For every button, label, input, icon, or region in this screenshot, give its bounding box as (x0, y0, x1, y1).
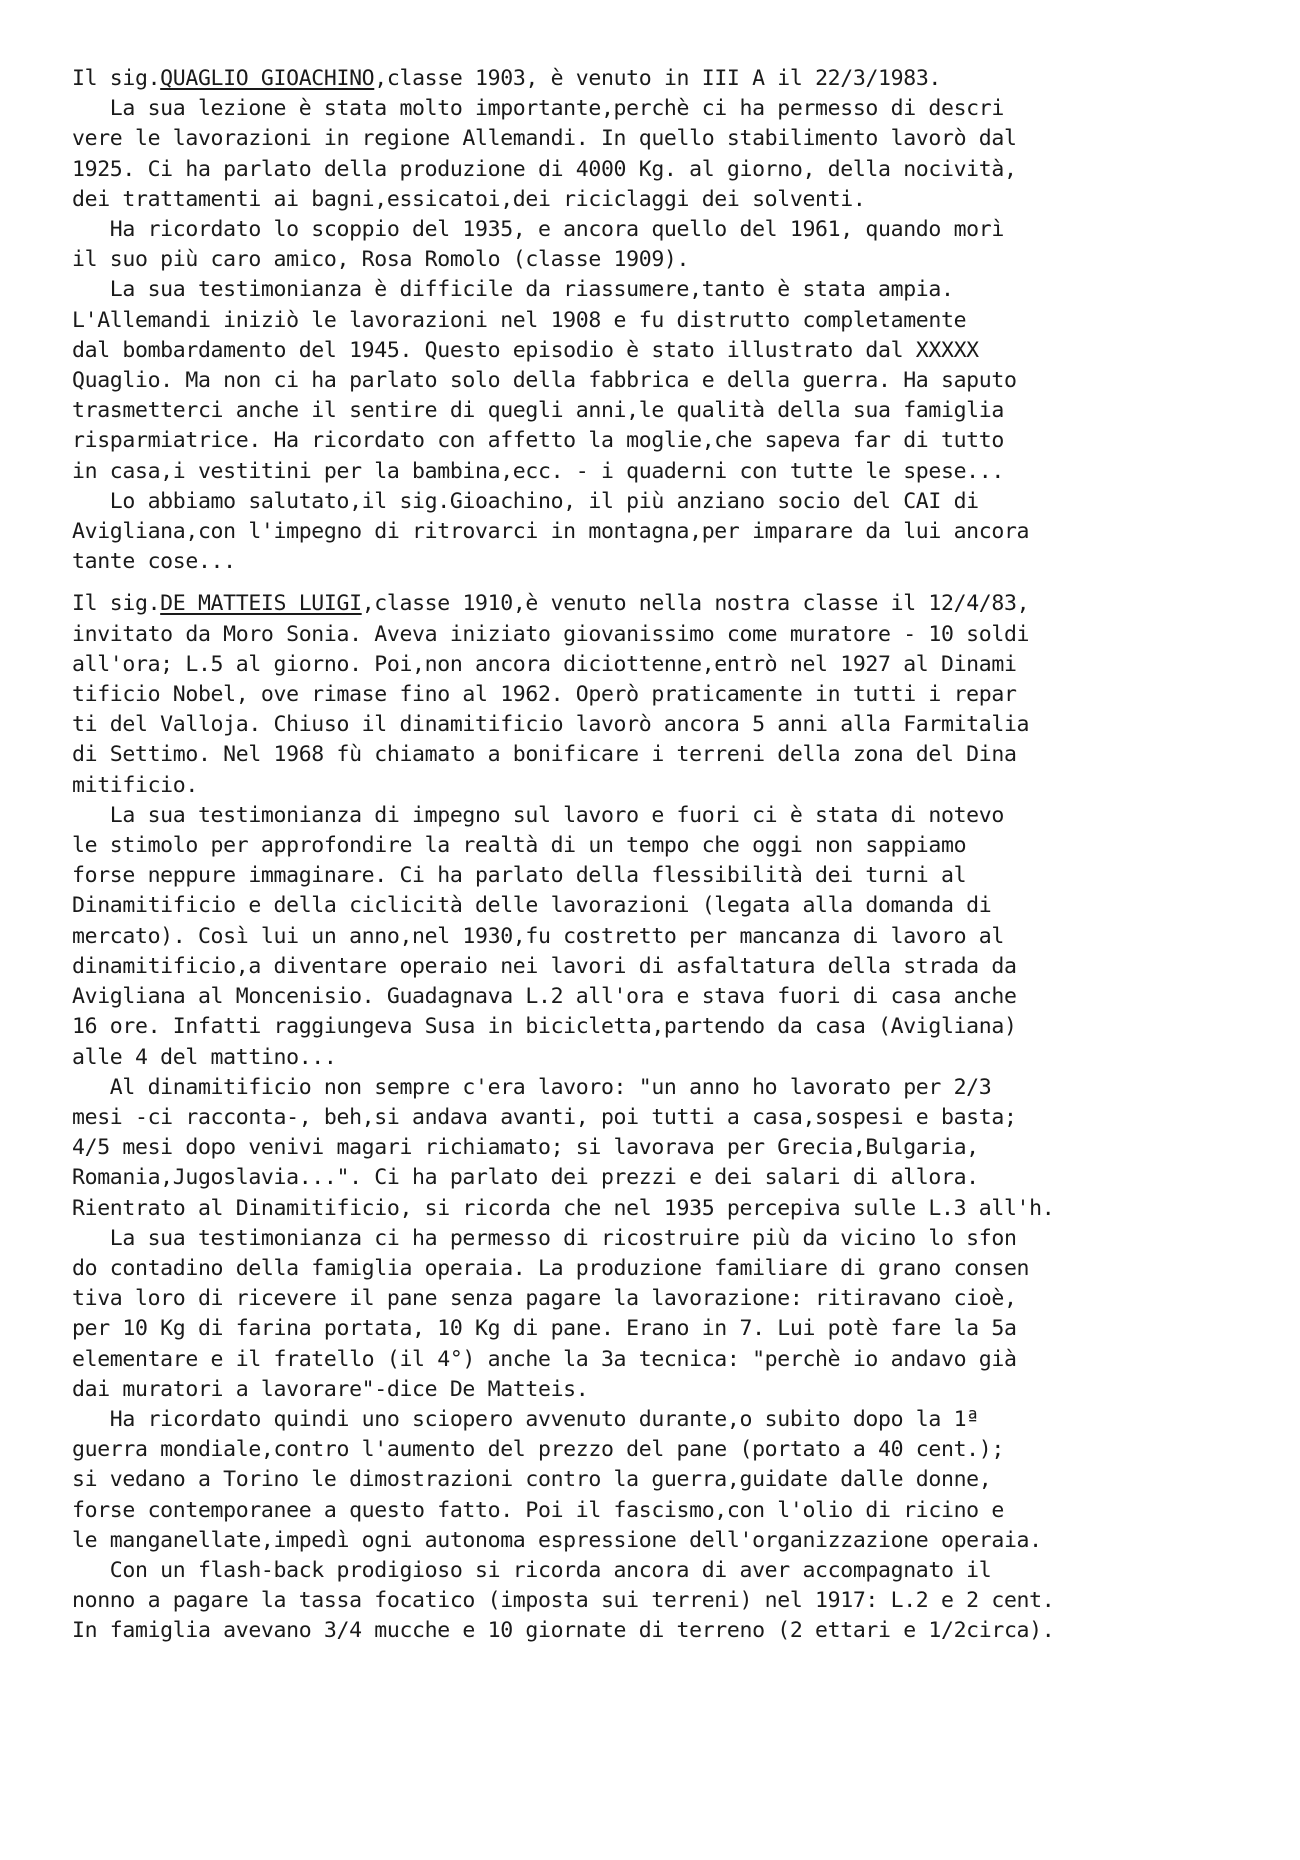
text-line: Lo abbiamo salutato,il sig.Gioachino, il più anziano socio del CAI di (72, 488, 979, 514)
text-line: tiva loro di ricevere il pane senza pagare la lavorazione: ritiravano cioè, (72, 1286, 1017, 1312)
text-line: Avigliana,con l'impegno di ritrovarci in montagna,per imparare da lui ancora (72, 519, 1030, 545)
text-line: La sua lezione è stata molto importante,perchè ci ha permesso di descri (72, 96, 1004, 122)
text-line: vere le lavorazioni in regione Allemandi. In quello stabilimento lavorò dal (72, 126, 1017, 152)
text-line: dal bombardamento del 1945. Questo episodio è stato illustrato dal XXXXX (72, 337, 979, 363)
text-line: dei trattamenti ai bagni,essicatoi,dei riciclaggi dei solventi. (72, 186, 866, 212)
text-line: dai muratori a lavorare"-dice De Matteis. (72, 1376, 589, 1402)
text-line: risparmiatrice. Ha ricordato con affetto la moglie,che sapeva far di tutto (72, 428, 1004, 454)
person-name: DE MATTEIS LUIGI (160, 591, 362, 617)
heading-rest: ,classe 1903, è venuto in III A il 22/3/1983. (374, 66, 942, 91)
text-line: all'ora; L.5 al giorno. Poi,non ancora diciottenne,entrò nel 1927 al Dinami (72, 651, 1017, 677)
text-line: tificio Nobel, ove rimase fino al 1962. Operò praticamente in tutti i repar (72, 682, 1017, 708)
text-line: elementare e il fratello (il 4°) anche la 3a tecnica: "perchè io andavo già (72, 1346, 1017, 1372)
text-line: Dinamitificio e della ciclicità delle lavorazioni (legata alla domanda di (72, 893, 992, 919)
text-line: guerra mondiale,contro l'aumento del prezzo del pane (portato a 40 cent.); (72, 1437, 1004, 1463)
text-line: La sua testimonianza è difficile da riassumere,tanto è stata ampia. (72, 277, 954, 303)
text-line: il suo più caro amico, Rosa Romolo (classe 1909). (72, 247, 690, 273)
text-line: Quaglio. Ma non ci ha parlato solo della fabbrica e della guerra. Ha saputo (72, 368, 1017, 394)
text-line: di Settimo. Nel 1968 fù chiamato a bonificare i terreni della zona del Dina (72, 742, 1017, 768)
text-line: per 10 Kg di farina portata, 10 Kg di pane. Erano in 7. Lui potè fare la 5a (72, 1316, 1017, 1342)
text-line: mesi -ci racconta-, beh,si andava avanti, poi tutti a casa,sospesi e basta; (72, 1104, 1017, 1130)
text-line: 16 ore. Infatti raggiungeva Susa in bicicletta,partendo da casa (Avigliana) (72, 1014, 1017, 1040)
text-line: 4/5 mesi dopo venivi magari richiamato; si lavorava per Grecia,Bulgaria, (72, 1135, 979, 1161)
section-quaglio (72, 64, 1272, 577)
text-line: alle 4 del mattino... (72, 1044, 337, 1070)
section-heading-line (72, 589, 1272, 619)
heading-prefix: Il sig. (72, 591, 161, 617)
text-line: 1925. Ci ha parlato della produzione di 4000 Kg. al giorno, della nocività, (72, 156, 1017, 182)
text-line: le manganellate,impedì ogni autonoma espressione dell'organizzazione operaia. (72, 1527, 1042, 1553)
text-line: si vedano a Torino le dimostrazioni contro la guerra,guidate dalle donne, (72, 1467, 992, 1493)
text-line: forse contemporanee a questo fatto. Poi il fascismo,con l'olio di ricino e (72, 1497, 1004, 1523)
section-lines (72, 94, 1272, 577)
section-lines (72, 620, 1272, 1647)
text-line: Con un flash-back prodigioso si ricorda ancora di aver accompagnato il (72, 1557, 992, 1583)
text-line: do contadino della famiglia operaia. La produzione familiare di grano consen (72, 1255, 1030, 1281)
section-heading-line (72, 64, 1272, 94)
text-line: le stimolo per approfondire la realtà di un tempo che oggi non sappiamo (72, 833, 967, 859)
text-line: nonno a pagare la tassa focatico (imposta sui terreni) nel 1917: L.2 e 2 cent. (72, 1588, 1055, 1614)
text-line: invitato da Moro Sonia. Aveva iniziato giovanissimo come muratore - 10 soldi (72, 621, 1030, 647)
text-line: La sua testimonianza ci ha permesso di ricostruire più da vicino lo sfon (72, 1225, 1017, 1251)
text-line: trasmetterci anche il sentire di quegli anni,le qualità della sua famiglia (72, 398, 1004, 424)
text-line: Ha ricordato lo scoppio del 1935, e ancora quello del 1961, quando morì (72, 217, 1004, 243)
text-line: forse neppure immaginare. Ci ha parlato della flessibilità dei turni al (72, 863, 967, 889)
text-line: in casa,i vestitini per la bambina,ecc. - i quaderni con tutte le spese... (72, 458, 1004, 484)
text-line: mercato). Così lui un anno,nel 1930,fu costretto per mancanza di lavoro al (72, 923, 1004, 949)
section-gap (72, 577, 1272, 589)
text-line: In famiglia avevano 3/4 mucche e 10 giornate di terreno (2 ettari e 1/2circa). (72, 1618, 1055, 1644)
text-line: dinamitificio,a diventare operaio nei lavori di asfaltatura della strada da (72, 953, 1017, 979)
heading-rest: ,classe 1910,è venuto nella nostra classe il 12/4/83, (361, 591, 1030, 617)
text-line: Avigliana al Moncenisio. Guadagnava L.2 all'ora e stava fuori di casa anche (72, 984, 1017, 1010)
text-line: mitificio. (72, 772, 198, 798)
text-line: Al dinamitificio non sempre c'era lavoro: "un anno ho lavorato per 2/3 (72, 1074, 992, 1100)
document-body (72, 64, 1272, 1647)
text-line: tante cose... (72, 549, 236, 575)
text-line: ti del Valloja. Chiuso il dinamitificio lavorò ancora 5 anni alla Farmitalia (72, 712, 1030, 738)
text-line: L'Allemandi iniziò le lavorazioni nel 1908 e fu distrutto completamente (72, 307, 967, 333)
section-de-matteis (72, 589, 1272, 1646)
text-line: Rientrato al Dinamitificio, si ricorda che nel 1935 percepiva sulle L.3 all'h. (72, 1195, 1055, 1221)
heading-prefix: Il sig. (72, 66, 161, 91)
text-line: Romania,Jugoslavia...". Ci ha parlato dei prezzi e dei salari di allora. (72, 1165, 979, 1191)
person-name: QUAGLIO GIOACHINO (160, 66, 375, 91)
text-line: La sua testimonianza di impegno sul lavoro e fuori ci è stata di notevo (72, 802, 1004, 828)
text-line: Ha ricordato quindi uno sciopero avvenuto durante,o subito dopo la 1ª (72, 1406, 979, 1432)
